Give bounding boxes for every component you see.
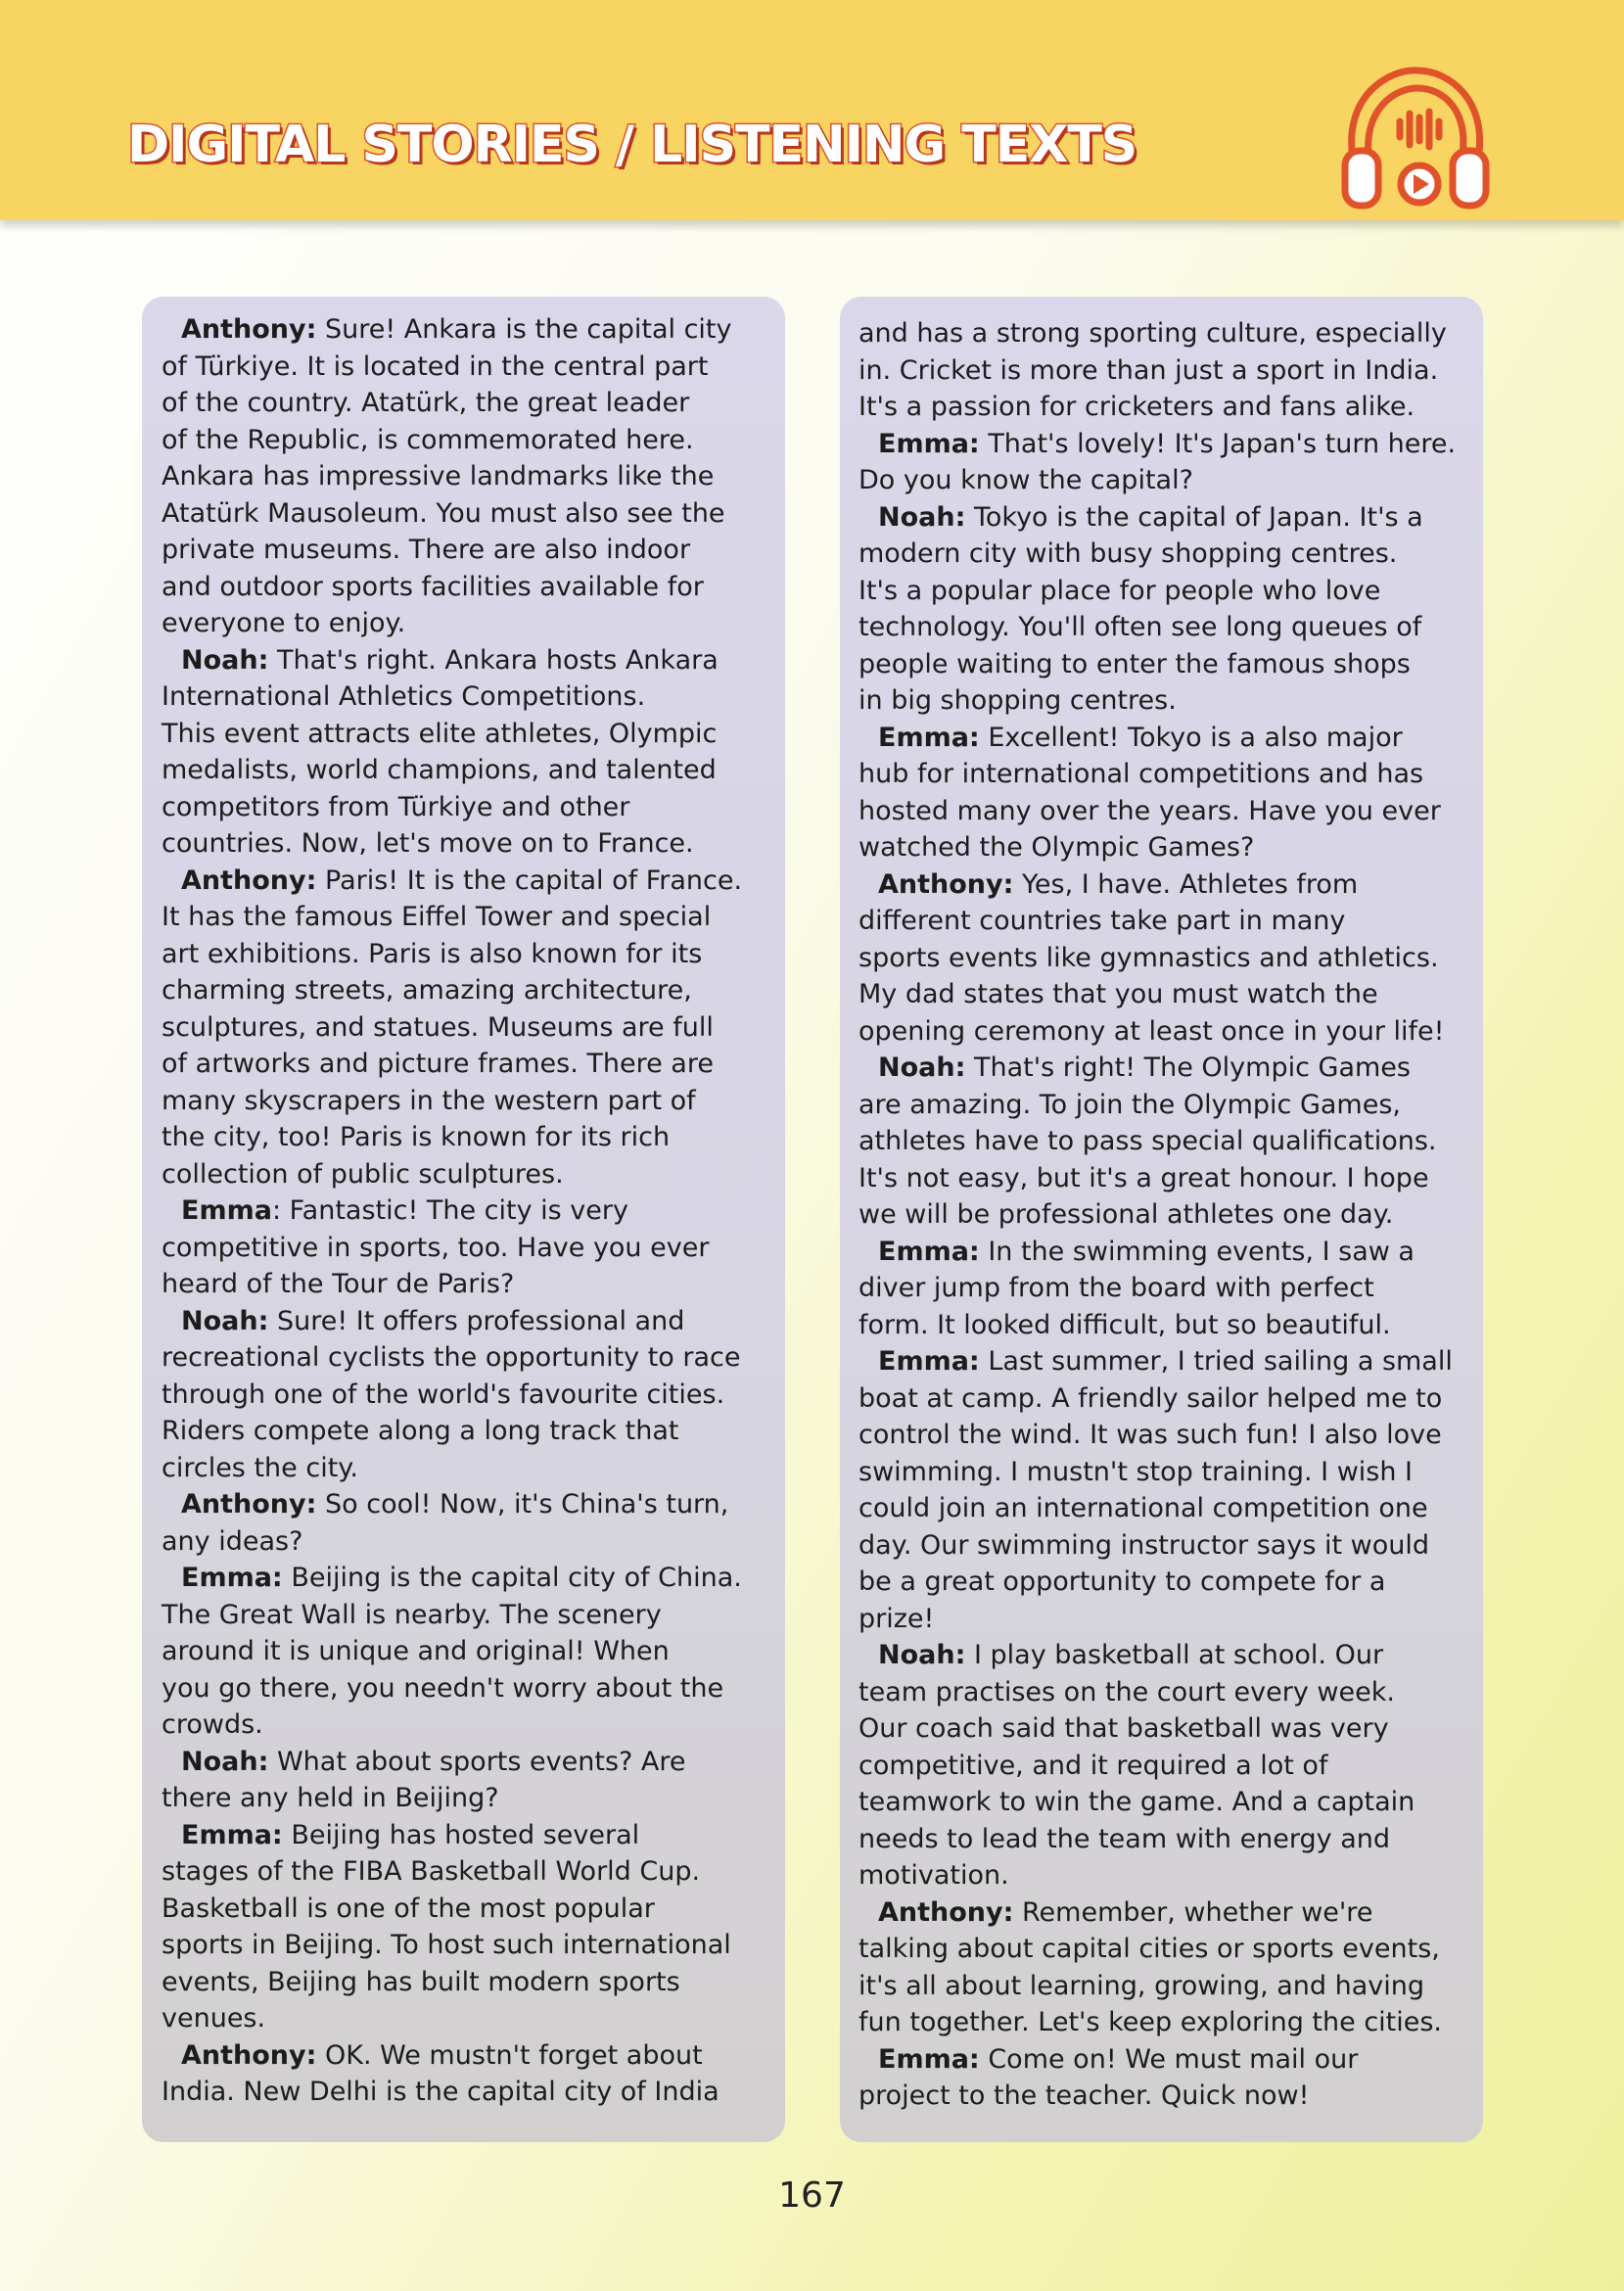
dialogue-line — [162, 1817, 742, 1854]
dialogue-line — [162, 789, 742, 826]
line-text: It's a passion for cricketers and fans alike. — [858, 392, 1415, 422]
dialogue-line — [162, 1523, 742, 1561]
dialogue-line — [162, 1633, 742, 1670]
line-text: everyone to enjoy. — [162, 608, 406, 638]
dialogue-line — [858, 1307, 1456, 1344]
dialogue-line — [858, 315, 1456, 352]
line-text: So cool! Now, it's China's turn, — [316, 1489, 729, 1520]
line-text: through one of the world's favourite cities. — [162, 1379, 725, 1410]
page-number: 167 — [778, 2175, 846, 2216]
line-text: it's all about learning, growing, and having — [858, 1970, 1425, 2001]
dialogue-line — [858, 1380, 1456, 1418]
line-text: Excellent! Tokyo is a also major — [979, 722, 1403, 753]
line-text: are amazing. To join the Olympic Games, — [858, 1089, 1401, 1120]
dialogue-line — [162, 1303, 742, 1340]
line-text: athletes have to pass special qualifications. — [858, 1126, 1437, 1156]
line-text: : Fantastic! The city is very — [271, 1195, 628, 1226]
dialogue-line — [858, 903, 1456, 940]
dialogue-line — [162, 1046, 742, 1083]
dialogue-line — [858, 1234, 1456, 1271]
line-text: recreational cyclists the opportunity to race — [162, 1342, 741, 1373]
line-text: boat at camp. A friendly sailor helped me to — [858, 1382, 1443, 1414]
dialogue-line — [162, 1192, 742, 1230]
line-text: countries. Now, let's move on to France. — [162, 828, 694, 859]
line-text: I play basketball at school. Our — [965, 1640, 1384, 1670]
line-text: art exhibitions. Paris is also known for its — [162, 938, 703, 969]
line-text: of the country. Atatürk, the great leader — [162, 388, 690, 418]
dialogue-line — [162, 1560, 742, 1597]
dialogue-line — [858, 646, 1456, 683]
speaker-name: Anthony: — [181, 2039, 317, 2071]
dialogue-line — [162, 1413, 742, 1450]
line-text: we will be professional athletes one day. — [858, 1199, 1394, 1230]
line-text: Yes, I have. Athletes from — [1013, 868, 1359, 900]
dialogue-line — [858, 536, 1456, 573]
line-text: you go there, you needn't worry about the — [162, 1672, 724, 1704]
line-text: The Great Wall is nearby. The scenery — [162, 1599, 662, 1630]
line-text: teamwork to win the game. And a captain — [858, 1787, 1415, 1817]
line-text: Paris! It is the capital of France. — [316, 865, 743, 896]
line-text: My dad states that you must watch the — [858, 979, 1378, 1009]
line-text: Beijing is the capital city of China. — [282, 1563, 742, 1593]
dialogue-line — [858, 1674, 1456, 1711]
line-text: opening ceremony at least once in your life! — [858, 1015, 1445, 1047]
dialogue-line — [858, 1196, 1456, 1234]
line-text: OK. We mustn't forget about — [316, 2039, 703, 2071]
dialogue-line — [162, 972, 742, 1009]
line-text: watched the Olympic Games? — [858, 832, 1255, 863]
dialogue-line — [162, 752, 742, 789]
dialogue-line — [162, 936, 742, 973]
dialogue-line — [858, 793, 1456, 830]
line-text: Remember, whether we're — [1013, 1896, 1373, 1928]
dialogue-line — [858, 1527, 1456, 1565]
line-text: fun together. Let's keep exploring the cities. — [858, 2007, 1443, 2037]
speaker-name: Emma: — [878, 1236, 980, 1267]
line-text: In the swimming events, I saw a — [979, 1236, 1415, 1267]
line-text: competitive in sports, too. Have you ever — [162, 1232, 710, 1263]
line-text: control the wind. It was such fun! I also love — [858, 1420, 1442, 1450]
dialogue-line — [162, 1230, 742, 1267]
dialogue-line — [858, 462, 1456, 499]
line-text: diver jump from the board with perfect — [858, 1273, 1374, 1303]
line-text: collection of public sculptures. — [162, 1158, 564, 1190]
line-text: in big shopping centres. — [858, 685, 1177, 716]
dialogue-line — [858, 499, 1456, 537]
line-text: modern city with busy shopping centres. — [858, 538, 1398, 569]
line-text: any ideas? — [162, 1525, 303, 1557]
dialogue-line — [858, 976, 1456, 1013]
line-text: and outdoor sports facilities available for — [162, 571, 704, 602]
line-text: Do you know the capital? — [858, 465, 1193, 495]
line-text: many skyscrapers in the western part of — [162, 1085, 696, 1116]
dialogue-line — [162, 385, 742, 422]
section-title: DIGITAL STORIES / LISTENING TEXTS — [127, 116, 1137, 174]
dialogue-line — [858, 1968, 1456, 2005]
headphones-play-icon — [1331, 61, 1498, 217]
speaker-name: Anthony: — [181, 314, 317, 345]
speaker-name: Noah: — [878, 501, 966, 533]
line-text: team practises on the court every week. — [858, 1676, 1395, 1707]
dialogue-line — [858, 609, 1456, 646]
dialogue-line — [858, 1343, 1456, 1380]
line-text: It's a popular place for people who love — [858, 575, 1381, 606]
dialogue-line — [858, 1087, 1456, 1124]
dialogue-line — [858, 756, 1456, 793]
line-text: venues. — [162, 2003, 266, 2034]
dialogue-line — [162, 863, 742, 900]
dialogue-line — [162, 1927, 742, 1964]
dialogue-line — [162, 1266, 742, 1303]
speaker-name: Emma: — [181, 1563, 283, 1593]
line-text: private museums. There are also indoor — [162, 535, 691, 565]
dialogue-line — [162, 458, 742, 495]
dialogue-line — [858, 1821, 1456, 1858]
dialogue-line — [162, 1377, 742, 1414]
line-text: It's not easy, but it's a great honour. I hope — [858, 1162, 1429, 1193]
line-text: prize! — [858, 1603, 935, 1634]
page-header — [0, 0, 1624, 220]
line-text: of the Republic, is commemorated here. — [162, 424, 694, 455]
dialogue-line — [858, 1013, 1456, 1051]
dialogue-line — [162, 2037, 742, 2075]
line-text: International Athletics Competitions. — [162, 681, 646, 712]
dialogue-line — [858, 573, 1456, 610]
line-text: in. Cricket is more than just a sport in India. — [858, 354, 1439, 386]
dialogue-line — [162, 605, 742, 642]
line-text: of Türkiye. It is located in the central part — [162, 351, 709, 382]
line-text: Sure! It offers professional and — [268, 1305, 685, 1336]
dialogue-line — [858, 389, 1456, 426]
dialogue-column-right — [858, 315, 1456, 2115]
dialogue-line — [858, 1637, 1456, 1674]
line-text: around it is unique and original! When — [162, 1636, 670, 1666]
dialogue-column-left — [162, 311, 742, 2111]
dialogue-line — [162, 1707, 742, 1744]
speaker-name: Emma: — [878, 428, 980, 459]
dialogue-line — [858, 2004, 1456, 2041]
dialogue-line — [858, 1894, 1456, 1932]
speaker-name: Emma: — [878, 722, 980, 753]
line-text: Our coach said that basketball was very — [858, 1713, 1389, 1744]
line-text: Come on! We must mail our — [979, 2043, 1359, 2075]
line-text: sculptures, and statues. Museums are full — [162, 1011, 714, 1043]
line-text: hosted many over the years. Have you ever — [858, 795, 1441, 826]
speaker-name: Anthony: — [878, 1896, 1014, 1928]
line-text: That's right. Ankara hosts Ankara — [268, 644, 719, 676]
line-text: competitive, and it required a lot of — [858, 1750, 1328, 1781]
dialogue-line — [162, 1744, 742, 1781]
dialogue-line — [162, 678, 742, 716]
dialogue-line — [858, 1931, 1456, 1968]
line-text: It has the famous Eiffel Tower and special — [162, 902, 712, 932]
dialogue-line — [162, 311, 742, 349]
line-text: crowds. — [162, 1709, 263, 1740]
dialogue-line — [162, 2074, 742, 2111]
dialogue-line — [162, 899, 742, 936]
line-text: Atatürk Mausoleum. You must also see the — [162, 497, 725, 529]
dialogue-line — [162, 825, 742, 863]
dialogue-line — [162, 422, 742, 459]
dialogue-line — [858, 866, 1456, 904]
speaker-name: Emma: — [878, 2043, 980, 2075]
line-text: Ankara has impressive landmarks like the — [162, 461, 715, 491]
speaker-name: Noah: — [878, 1640, 966, 1670]
dialogue-line — [858, 2078, 1456, 2115]
line-text: motivation. — [858, 1860, 1009, 1891]
speaker-name: Emma — [181, 1195, 272, 1226]
dialogue-line — [162, 569, 742, 606]
dialogue-line — [858, 940, 1456, 977]
dialogue-line — [858, 1710, 1456, 1748]
dialogue-line — [858, 720, 1456, 757]
dialogue-line — [858, 1160, 1456, 1197]
line-text: Sure! Ankara is the capital city — [316, 314, 732, 345]
speaker-name: Anthony: — [181, 865, 317, 896]
dialogue-line — [162, 1339, 742, 1377]
line-text: of artworks and picture frames. There are — [162, 1049, 714, 1079]
dialogue-line — [162, 1891, 742, 1928]
dialogue-line — [162, 1853, 742, 1891]
line-text: What about sports events? Are — [268, 1746, 686, 1777]
dialogue-line — [858, 1123, 1456, 1160]
dialogue-line — [162, 1083, 742, 1120]
line-text: talking about capital cities or sports events, — [858, 1934, 1440, 1964]
line-text: there any held in Beijing? — [162, 1783, 499, 1813]
dialogue-line — [858, 2041, 1456, 2079]
dialogue-line — [162, 349, 742, 386]
dialogue-line — [162, 1119, 742, 1156]
dialogue-line — [858, 1564, 1456, 1601]
speaker-name: Noah: — [181, 1305, 269, 1336]
line-text: Last summer, I tried sailing a small — [979, 1346, 1453, 1377]
line-text: sports events like gymnastics and athletics. — [858, 942, 1439, 973]
line-text: sports in Beijing. To host such international — [162, 1930, 731, 1960]
speaker-name: Noah: — [181, 1746, 269, 1777]
line-text: different countries take part in many — [858, 906, 1346, 936]
dialogue-line — [162, 495, 742, 533]
line-text: This event attracts elite athletes, Olympic — [162, 718, 718, 749]
dialogue-line — [162, 1597, 742, 1634]
speaker-name: Anthony: — [878, 868, 1014, 900]
line-text: people waiting to enter the famous shops — [858, 648, 1411, 679]
line-text: hub for international competitions and has — [858, 759, 1424, 789]
dialogue-line — [858, 1490, 1456, 1527]
dialogue-line — [858, 1601, 1456, 1638]
dialogue-line — [162, 1450, 742, 1487]
line-text: Riders compete along a long track that — [162, 1416, 679, 1446]
dialogue-line — [162, 1964, 742, 2001]
line-text: India. New Delhi is the capital city of India — [162, 2077, 719, 2107]
dialogue-line — [162, 1780, 742, 1817]
dialogue-line — [858, 426, 1456, 463]
line-text: charming streets, amazing architecture, — [162, 975, 692, 1005]
line-text: circles the city. — [162, 1452, 358, 1483]
line-text: heard of the Tour de Paris? — [162, 1269, 515, 1299]
line-text: form. It looked difficult, but so beautiful. — [858, 1309, 1391, 1340]
line-text: the city, too! Paris is known for its rich — [162, 1122, 671, 1152]
dialogue-line — [858, 1748, 1456, 1785]
dialogue-line — [162, 1486, 742, 1523]
dialogue-line — [162, 642, 742, 679]
dialogue-line — [858, 352, 1456, 390]
line-text: and has a strong sporting culture, especially — [858, 318, 1447, 349]
speaker-name: Noah: — [878, 1052, 966, 1083]
line-text: stages of the FIBA Basketball World Cup. — [162, 1856, 701, 1887]
line-text: could join an international competition one — [858, 1493, 1428, 1523]
speaker-name: Anthony: — [181, 1489, 317, 1520]
line-text: Beijing has hosted several — [282, 1819, 640, 1850]
dialogue-line — [162, 1009, 742, 1047]
line-text: That's right! The Olympic Games — [965, 1052, 1411, 1083]
dialogue-line — [162, 716, 742, 753]
dialogue-line — [162, 532, 742, 569]
line-text: technology. You'll often see long queues of — [858, 612, 1422, 642]
speaker-name: Emma: — [181, 1819, 283, 1850]
line-text: needs to lead the team with energy and — [858, 1823, 1391, 1854]
line-text: swimming. I mustn't stop training. I wish I — [858, 1456, 1413, 1487]
line-text: events, Beijing has built modern sports — [162, 1966, 680, 1997]
line-text: medalists, world champions, and talented — [162, 755, 717, 785]
speaker-name: Emma: — [878, 1346, 980, 1377]
line-text: That's lovely! It's Japan's turn here. — [979, 428, 1457, 459]
dialogue-line — [858, 1784, 1456, 1821]
dialogue-line — [858, 1417, 1456, 1454]
dialogue-line — [162, 2000, 742, 2037]
dialogue-line — [162, 1156, 742, 1193]
speaker-name: Noah: — [181, 644, 269, 676]
line-text: be a great opportunity to compete for a — [858, 1566, 1386, 1597]
dialogue-line — [858, 1857, 1456, 1894]
dialogue-line — [858, 1454, 1456, 1491]
line-text: competitors from Türkiye and other — [162, 791, 630, 822]
line-text: project to the teacher. Quick now! — [858, 2081, 1310, 2111]
dialogue-line — [162, 1670, 742, 1707]
dialogue-line — [858, 1050, 1456, 1087]
dialogue-line — [858, 1270, 1456, 1307]
dialogue-line — [858, 682, 1456, 720]
dialogue-line — [858, 829, 1456, 866]
line-text: day. Our swimming instructor says it would — [858, 1529, 1429, 1561]
line-text: Tokyo is the capital of Japan. It's a — [965, 501, 1423, 533]
line-text: Basketball is one of the most popular — [162, 1893, 655, 1924]
